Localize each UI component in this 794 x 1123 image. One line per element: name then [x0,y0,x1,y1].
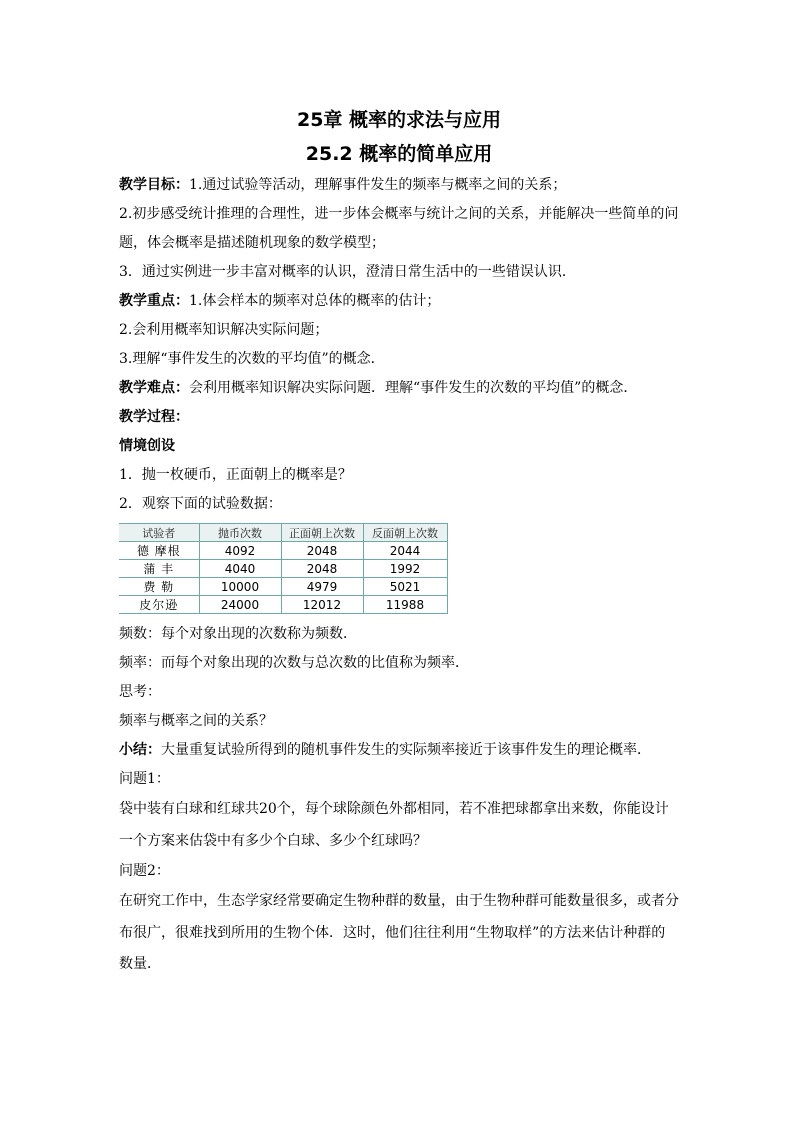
question-1: 1．抛一枚硬币，正面朝上的概率是？ [119,467,352,483]
table-cell: 1992 [363,560,447,578]
table-cell: 24000 [199,596,281,614]
problem-1-text: 袋中装有白球和红球共20个，每个球除颜色外都相同，若不准把球都拿出来数，你能设计一个方案来估袋中有多少个白球、多少个红球吗？ [119,801,669,849]
key-point-1: 1.体会样本的频率对总体的概率的估计； [189,293,441,309]
key-point-3: 3.理解“事件发生的次数的平均值”的概念． [119,351,385,367]
problem-2-label: 问题2： [119,863,170,879]
table-row [119,596,447,614]
summary-label: 小结： [119,742,161,758]
table-cell: 4092 [199,542,281,560]
table-cell: 12012 [281,596,363,614]
table-cell: 4979 [281,578,363,596]
teaching-goal-label: 教学目标： [119,177,189,193]
teaching-goal-line [119,171,679,200]
difficulty-label: 教学难点： [119,380,189,396]
table-header-cell: 抛币次数 [199,524,281,542]
table-cell: 2048 [281,542,363,560]
teaching-goal-2a: 2.初步感受统计推理的合理性，进一步体会概率与统计之间的关系，并能解决一些简单的问 [119,206,679,222]
frequency-count-definition: 频数：每个对象出现的次数称为频数． [119,626,357,642]
table-row [119,560,447,578]
table-cell: 2048 [281,560,363,578]
difficulty-text: 会利用概率知识解决实际问题．理解“事件发生的次数的平均值”的概念． [189,380,638,396]
process-heading: 教学过程： [119,409,189,425]
table-cell: 蒲 丰 [119,560,199,578]
table-cell: 5021 [363,578,447,596]
table-header-row [119,524,447,542]
think-label: 思考： [119,684,161,700]
key-point-2: 2.会利用概率知识解决实际问题； [119,322,329,338]
question-2: 2．观察下面的试验数据： [119,496,282,512]
key-point-label: 教学重点： [119,293,189,309]
teaching-goal-3: 3．通过实例进一步丰富对概率的认识，澄清日常生活中的一些错误认识． [119,264,576,280]
key-point-line [119,287,679,316]
table-header-cell: 试验者 [119,524,199,542]
table-cell: 11988 [363,596,447,614]
document-page [119,103,679,981]
chapter-title: 25章 概率的求法与应用 [296,109,502,131]
teaching-goal-1: 1.通过试验等活动，理解事件发生的频率与概率之间的关系； [189,177,567,193]
summary-line [119,736,679,765]
table-cell: 4040 [199,560,281,578]
section-title: 25.2 概率的简单应用 [305,143,493,165]
problem-2-text: 在研究工作中，生态学家经常要确定生物种群的数量，由于生物种群可能数量很多，或者分布很广，很难找到所用的生物个体．这时，他们往往利用“生物取样”的方法来估计种群的数量． [119,893,679,972]
think-question: 频率与概率之间的关系？ [119,713,273,729]
summary-text: 大量重复试验所得到的随机事件发生的实际频率接近于该事件发生的理论概率． [161,742,651,758]
table-header-cell: 反面朝上次数 [363,524,447,542]
table-header-cell: 正面朝上次数 [281,524,363,542]
table-cell: 2044 [363,542,447,560]
table-cell: 德 摩根 [119,542,199,560]
scenario-heading: 情境创设 [119,438,175,454]
table-cell: 费 勒 [119,578,199,596]
table-row [119,578,447,596]
table-row [119,542,447,560]
teaching-goal-2b: 题，体会概率是描述随机现象的数学模型； [119,235,385,251]
table-cell: 皮尔逊 [119,596,199,614]
coin-toss-table [119,523,448,614]
frequency-rate-definition: 频率：而每个对象出现的次数与总次数的比值称为频率． [119,655,469,671]
difficulty-line [119,374,679,403]
problem-1-label: 问题1： [119,771,170,787]
table-cell: 10000 [199,578,281,596]
